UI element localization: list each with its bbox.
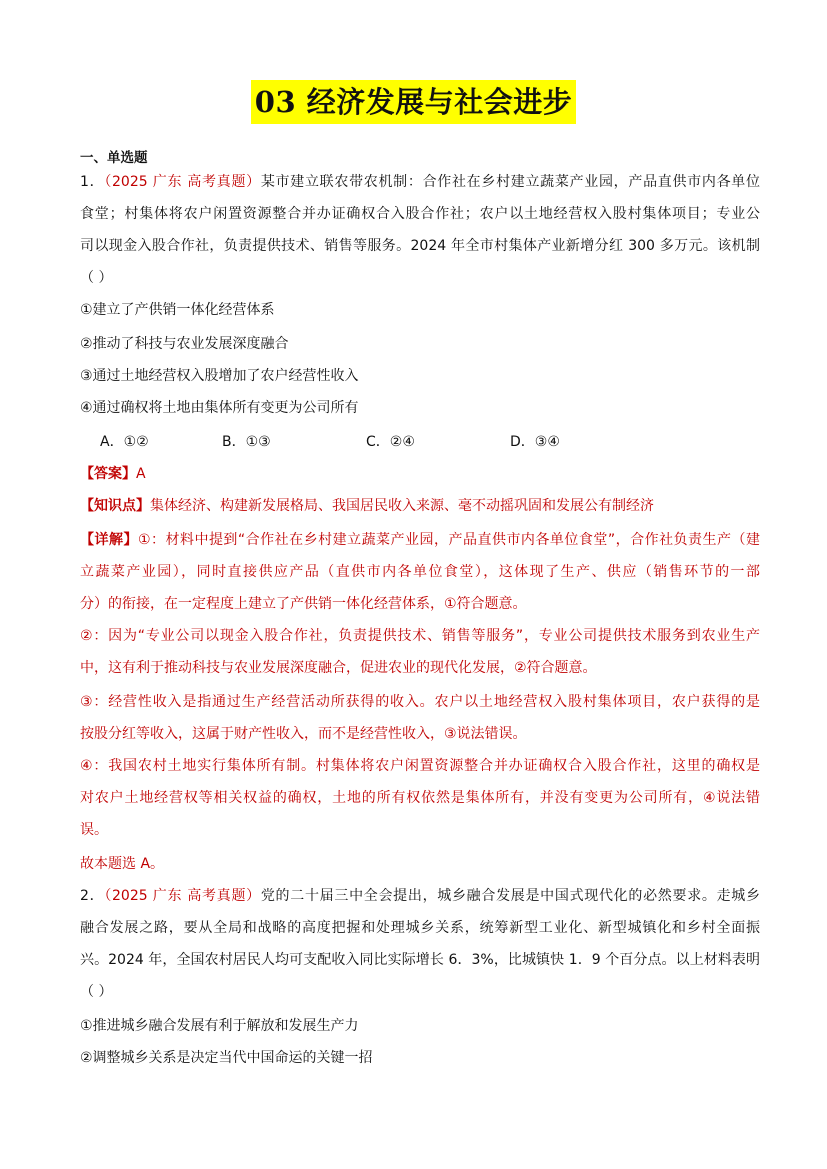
q1-statement-2: ②推动了科技与农业发展深度融合 <box>80 336 289 352</box>
q2-statement-1: ①推进城乡融合发展有利于解放和发展生产力 <box>80 1018 359 1034</box>
q2-stem-line-2: 融合发展之路，要从全局和战略的高度把握和处理城乡关系，统筹新型工业化、新型城镇化和乡村全面振 <box>80 920 760 936</box>
detail-label: 【详解】 <box>80 532 138 548</box>
q2-statement-2: ②调整城乡关系是决定当代中国命运的关键一招 <box>80 1050 373 1066</box>
q2-number: 2． <box>80 888 105 904</box>
q1-option-b: B．①③ <box>222 434 271 450</box>
q1-statement-4: ④通过确权将土地由集体所有变更为公司所有 <box>80 400 359 416</box>
q2-stem-line-1: 2．（2025 广东 高考真题）党的二十届三中全会提出，城乡融合发展是中国式现代化的必然要求。走城乡 <box>80 888 760 904</box>
page-title: 03 经济发展与社会进步 <box>251 80 576 124</box>
q1-statement-3: ③通过土地经营权入股增加了农户经营性收入 <box>80 368 359 384</box>
q1-answer <box>80 464 760 484</box>
q2-stem-line-3: 兴。2024 年，全国农村居民人均可支配收入同比实际增长 6．3%，比城镇快 1．9 个百分点。以上材料表明 <box>80 952 760 968</box>
q1-option-c: C．②④ <box>366 434 415 450</box>
q1-source: （2025 广东 高考真题） <box>104 174 261 190</box>
q1-detail-line-3: 分）的衔接，在一定程度上建立了产供销一体化经营体系，①符合题意。 <box>80 596 527 612</box>
q1-detail-line-5: 中，这有利于推动科技与农业发展深度融合，促进农业的现代化发展，②符合题意。 <box>80 660 597 676</box>
q2-source: （2025 广东 高考真题） <box>104 888 261 904</box>
q1-conclusion: 故本题选 A。 <box>80 856 165 872</box>
q1-number: 1． <box>80 174 105 190</box>
q1-detail-line-10: 误。 <box>80 822 108 838</box>
q1-detail-line-8: ④：我国农村土地实行集体所有制。村集体将农户闲置资源整合并办证确权合入股合作社，这里的确权是 <box>80 758 760 774</box>
q1-knowledge <box>80 496 760 516</box>
q1-statement-1: ①建立了产供销一体化经营体系 <box>80 302 275 318</box>
answer-value: A <box>136 466 146 482</box>
knowledge-label: 【知识点】 <box>80 498 150 514</box>
knowledge-value: 集体经济、构建新发展格局、我国居民收入来源、毫不动摇巩固和发展公有制经济 <box>150 498 654 514</box>
q2-stem-line-4: （ ） <box>80 984 113 1000</box>
q1-detail-line-2: 立蔬菜产业园），同时直接供应产品（直供市内各单位食堂），这体现了生产、供应（销售环节的一部 <box>80 564 760 580</box>
q1-detail-line-6: ③：经营性收入是指通过生产经营活动所获得的收入。农户以土地经营权入股村集体项目，农户获得的是 <box>80 694 760 710</box>
section-heading: 一、单选题 <box>80 150 148 166</box>
q1-stem-line-3: 司以现金入股合作社，负责提供技术、销售等服务。2024 年全市村集体产业新增分红 300 多万元。该机制 <box>80 238 760 254</box>
answer-label: 【答案】 <box>80 466 136 482</box>
q1-detail-line-7: 按股分红等收入，这属于财产性收入，而不是经营性收入，③说法错误。 <box>80 726 527 742</box>
q1-option-a: A．①② <box>100 434 149 450</box>
q1-detail-line-1: 【详解】①：材料中提到“合作社在乡村建立蔬菜产业园，产品直供市内各单位食堂”，合作社负责生产（建 <box>80 532 760 548</box>
title-container <box>0 80 827 124</box>
q1-detail-line-4: ②：因为“专业公司以现金入股合作社，负责提供技术、销售等服务”，专业公司提供技术服务到农业生产 <box>80 628 760 644</box>
q1-option-d: D．③④ <box>510 434 560 450</box>
q1-stem-line-2: 食堂；村集体将农户闲置资源整合并办证确权合入股合作社；农户以土地经营权入股村集体项目；专业公 <box>80 206 760 222</box>
q1-detail-line-9: 对农户土地经营权等相关权益的确权，土地的所有权依然是集体所有，并没有变更为公司所有，④说法错 <box>80 790 760 806</box>
q1-stem-line-1: 1．（2025 广东 高考真题）某市建立联农带农机制：合作社在乡村建立蔬菜产业园，产品直供市内各单位 <box>80 174 760 190</box>
q1-stem-line-4: （ ） <box>80 270 113 286</box>
